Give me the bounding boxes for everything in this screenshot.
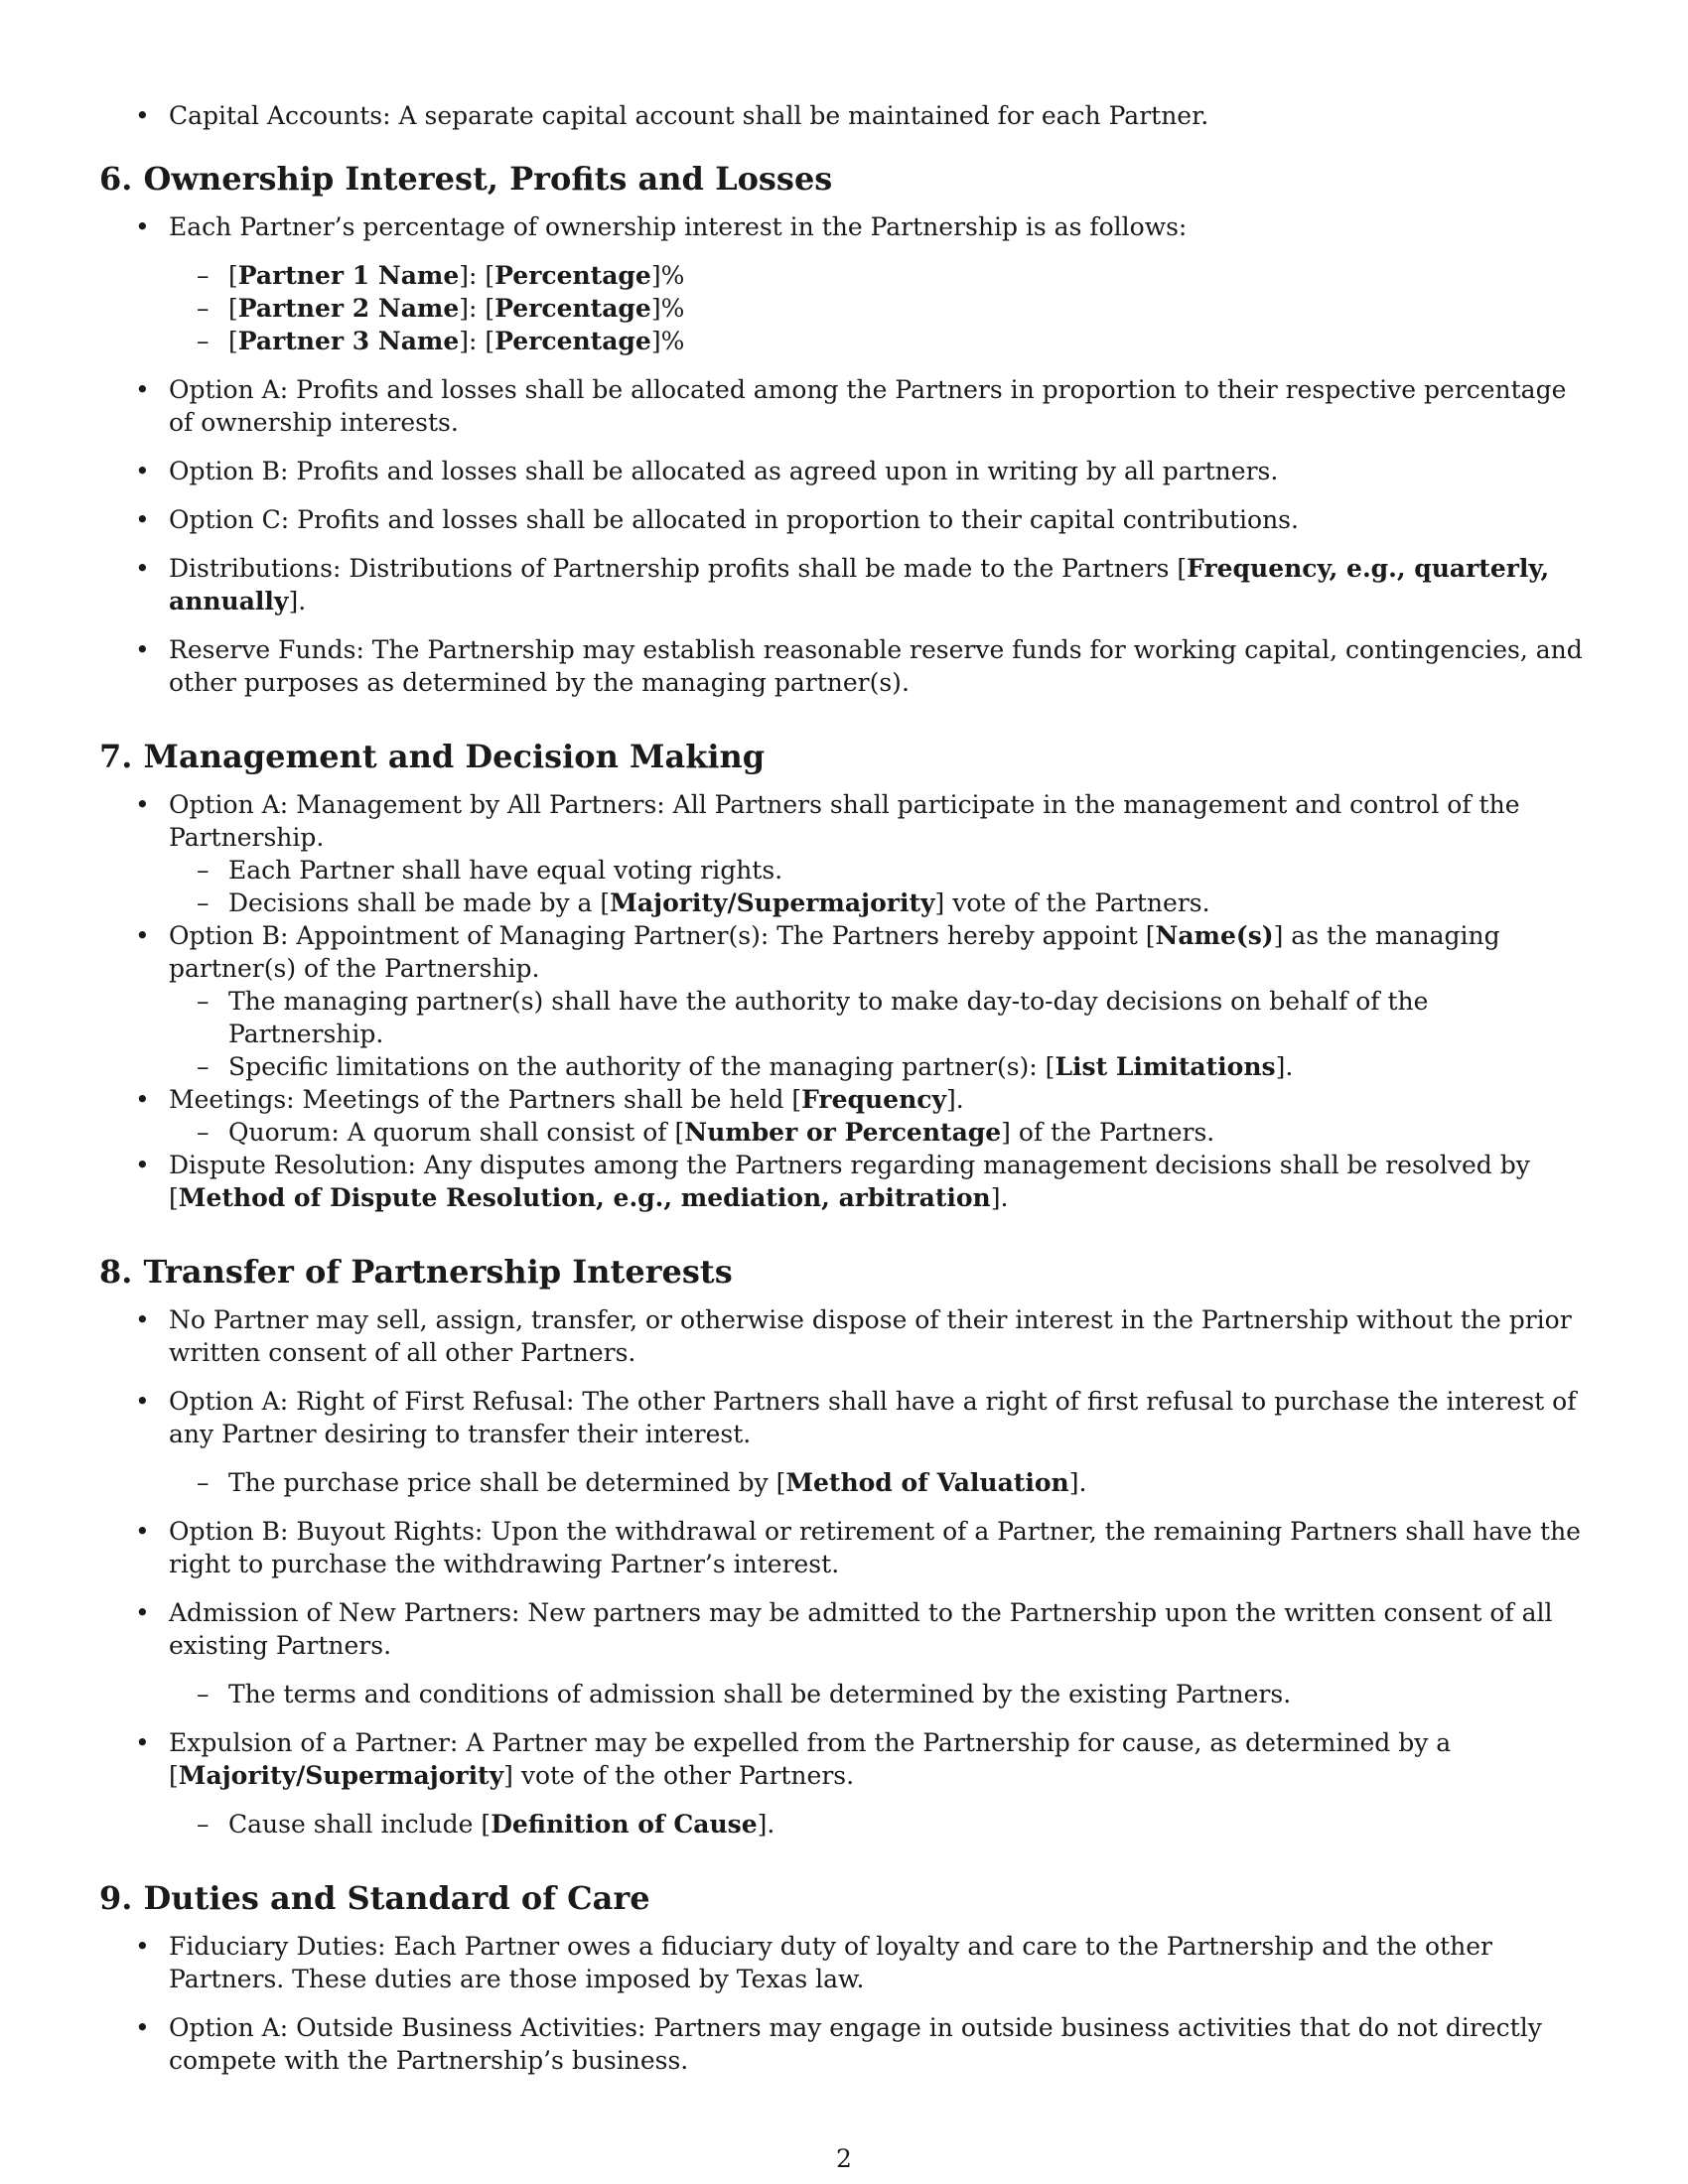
bullet-icon: • bbox=[135, 375, 150, 404]
list-item bbox=[99, 1083, 1589, 1149]
dispute-method: Method of Dispute Resolution, e.g., mediation, arbitration bbox=[178, 1183, 991, 1212]
bullet-icon: • bbox=[135, 101, 150, 130]
dash-icon: – bbox=[197, 987, 210, 1016]
cause-post: ]. bbox=[757, 1810, 775, 1839]
section-8-title: 8. Transfer of Partnership Interests bbox=[99, 1253, 733, 1291]
s7-option-a: Option A: Management by All Partners: All Partners shall participate in the management and control of the Partnership. bbox=[169, 790, 1520, 852]
valuation-post: ]. bbox=[1068, 1468, 1087, 1497]
bullet-icon: • bbox=[135, 790, 150, 819]
bullet-icon: • bbox=[135, 212, 150, 241]
bullet-icon: • bbox=[135, 554, 150, 583]
list-item bbox=[99, 633, 1589, 699]
list-item bbox=[99, 1303, 1589, 1369]
distributions-frequency: Frequency, e.g., quarterly, annually bbox=[169, 554, 1550, 615]
partner-2-name: Partner 2 Name bbox=[237, 294, 460, 323]
reserve-funds: Reserve Funds: The Partnership may establish reasonable reserve funds for working capital, contingencies, and other purposes as determined by the managing partner(s). bbox=[169, 635, 1583, 697]
decisions-majority: Majority/Supermajority bbox=[610, 888, 935, 917]
partner-2-row: – [Partner 2 Name]: [Percentage]% bbox=[197, 294, 685, 323]
section-9-title: 9. Duties and Standard of Care bbox=[99, 1879, 650, 1917]
bullet-icon: • bbox=[135, 1387, 150, 1416]
partner-1-row: – [Partner 1 Name]: [Percentage]% bbox=[197, 261, 685, 290]
partner-1-name: Partner 1 Name bbox=[237, 261, 460, 290]
s7-option-b-post: ] as the managing partner(s) of the Partnership. bbox=[169, 921, 1500, 983]
list-item bbox=[169, 1050, 1589, 1083]
bullet-icon: • bbox=[135, 1151, 150, 1179]
partner-3-name: Partner 3 Name bbox=[237, 327, 460, 355]
expulsion-majority: Majority/Supermajority bbox=[178, 1761, 504, 1790]
no-transfer: No Partner may sell, assign, transfer, or otherwise dispose of their interest in the Partnership without the prior written consent of all other Partners. bbox=[169, 1305, 1572, 1367]
meetings-pre: Meetings: Meetings of the Partners shall be held [ bbox=[169, 1085, 802, 1114]
limitations-post: ]. bbox=[1275, 1052, 1294, 1081]
partner-1-pct: Percentage bbox=[494, 261, 651, 290]
list-item bbox=[99, 503, 1589, 536]
section-6 bbox=[99, 159, 1589, 699]
distributions-pre: Distributions: Distributions of Partnership profits shall be made to the Partners [ bbox=[169, 554, 1188, 583]
dispute-post: ]. bbox=[990, 1183, 1009, 1212]
bullet-icon: • bbox=[135, 1598, 150, 1627]
s7-option-b-pre: Option B: Appointment of Managing Partner(s): The Partners hereby appoint [ bbox=[169, 921, 1156, 950]
bullet-icon: • bbox=[135, 457, 150, 485]
s8-option-a: Option A: Right of First Refusal: The other Partners shall have a right of first refusal to purchase the interest of any Partner desiring to transfer their interest. bbox=[169, 1387, 1577, 1448]
dash-icon: – bbox=[197, 888, 210, 917]
s6-option-b: Option B: Profits and losses shall be allocated as agreed upon in writing by all partners. bbox=[169, 457, 1279, 485]
list-item bbox=[99, 1596, 1589, 1710]
bullet-icon: • bbox=[135, 2013, 150, 2042]
list-item bbox=[99, 1385, 1589, 1499]
decisions-pre: Decisions shall be made by a [ bbox=[228, 888, 611, 917]
expulsion-pre: Expulsion of a Partner: A Partner may be expelled from the Partnership for cause, as determined by a [ bbox=[169, 1728, 1452, 1790]
partner-2-pct: Percentage bbox=[494, 294, 651, 323]
capital-accounts-item bbox=[99, 99, 1589, 132]
list-item bbox=[99, 455, 1589, 487]
dash-icon: – bbox=[197, 1468, 210, 1497]
dash-icon: – bbox=[197, 327, 210, 355]
admission: Admission of New Partners: New partners may be admitted to the Partnership upon the written consent of all existing Partners. bbox=[169, 1598, 1553, 1660]
section-8 bbox=[99, 1252, 1589, 1841]
dispute-pre: Dispute Resolution: Any disputes among the Partners regarding management decisions shall be resolved by [ bbox=[169, 1151, 1530, 1212]
bullet-icon: • bbox=[135, 921, 150, 950]
page-number: 2 bbox=[836, 2144, 852, 2173]
s9-option-a: Option A: Outside Business Activities: Partners may engage in outside business activities that do not directly compete with the Partnership’s business. bbox=[169, 2013, 1542, 2075]
list-item bbox=[99, 1149, 1589, 1214]
bullet-icon: • bbox=[135, 1085, 150, 1114]
capital-accounts-label: Capital Accounts: bbox=[169, 101, 391, 130]
bullet-icon: • bbox=[135, 505, 150, 534]
s8-option-b: Option B: Buyout Rights: Upon the withdrawal or retirement of a Partner, the remaining Partners shall have the right to purchase the withdrawing Partner’s interest. bbox=[169, 1517, 1581, 1578]
capital-accounts-text: A separate capital account shall be maintained for each Partner. bbox=[390, 101, 1209, 130]
dash-icon: – bbox=[197, 261, 210, 290]
meetings-post: ]. bbox=[946, 1085, 964, 1114]
list-item bbox=[99, 788, 1589, 919]
limitations-pre: Specific limitations on the authority of the managing partner(s): [ bbox=[228, 1052, 1055, 1081]
list-item bbox=[99, 373, 1589, 439]
list-item bbox=[169, 854, 1589, 887]
s6-option-a: Option A: Profits and losses shall be allocated among the Partners in proportion to their respective percentage of ownership interests. bbox=[169, 375, 1567, 437]
bullet-icon: • bbox=[135, 1932, 150, 1961]
partner-3-row: – [Partner 3 Name]: [Percentage]% bbox=[197, 327, 685, 355]
dash-icon: – bbox=[197, 856, 210, 885]
list-item bbox=[99, 919, 1589, 1083]
quorum-pre: Quorum: A quorum shall consist of [ bbox=[228, 1118, 685, 1147]
bullet-icon: • bbox=[135, 635, 150, 664]
list-item bbox=[169, 1678, 1589, 1710]
list-item bbox=[169, 1116, 1589, 1149]
list-item bbox=[99, 1515, 1589, 1580]
valuation-method: Method of Valuation bbox=[785, 1468, 1069, 1497]
list-item bbox=[169, 985, 1589, 1050]
dash-icon: – bbox=[197, 1680, 210, 1708]
dash-icon: – bbox=[197, 294, 210, 323]
list-item bbox=[99, 552, 1589, 617]
cause-pre: Cause shall include [ bbox=[228, 1810, 492, 1839]
managing-authority: The managing partner(s) shall have the authority to make day-to-day decisions on behalf of the Partnership. bbox=[228, 987, 1429, 1048]
limitations-list: List Limitations bbox=[1055, 1052, 1276, 1081]
managing-partner-names: Name(s) bbox=[1155, 921, 1274, 950]
quorum-post: ] of the Partners. bbox=[1001, 1118, 1215, 1147]
bullet-icon: • bbox=[135, 1517, 150, 1546]
bullet-icon: • bbox=[135, 1305, 150, 1334]
admission-terms: The terms and conditions of admission shall be determined by the existing Partners. bbox=[228, 1680, 1292, 1708]
distributions-post: ]. bbox=[288, 587, 307, 615]
list-item bbox=[99, 2011, 1589, 2077]
decisions-post: ] vote of the Partners. bbox=[934, 888, 1210, 917]
section-9 bbox=[99, 1878, 1589, 2077]
cause-definition: Definition of Cause bbox=[491, 1810, 758, 1839]
section-6-title: 6. Ownership Interest, Profits and Losses bbox=[99, 160, 833, 198]
partner-3-pct: Percentage bbox=[494, 327, 651, 355]
bullet-icon: • bbox=[135, 1728, 150, 1757]
dash-icon: – bbox=[197, 1118, 210, 1147]
list-item bbox=[169, 887, 1589, 919]
quorum-number: Number or Percentage bbox=[684, 1118, 1002, 1147]
valuation-pre: The purchase price shall be determined by [ bbox=[228, 1468, 786, 1497]
fiduciary-duties: Fiduciary Duties: Each Partner owes a fiduciary duty of loyalty and care to the Partnership and the other Partners. These duties are those imposed by Texas law. bbox=[169, 1932, 1492, 1993]
list-item bbox=[169, 1466, 1589, 1499]
dash-icon: – bbox=[197, 1810, 210, 1839]
list-item bbox=[99, 1930, 1589, 1995]
section-7 bbox=[99, 737, 1589, 1214]
list-item bbox=[169, 1808, 1589, 1841]
expulsion-post: ] vote of the other Partners. bbox=[503, 1761, 855, 1790]
equal-voting: Each Partner shall have equal voting rights. bbox=[228, 856, 783, 885]
section-7-title: 7. Management and Decision Making bbox=[99, 738, 766, 775]
ownership-intro: Each Partner’s percentage of ownership interest in the Partnership is as follows: bbox=[169, 212, 1188, 241]
dash-icon: – bbox=[197, 1052, 210, 1081]
list-item bbox=[99, 210, 1589, 357]
list-item bbox=[99, 1726, 1589, 1841]
document-body bbox=[99, 159, 1589, 2077]
s6-option-c: Option C: Profits and losses shall be allocated in proportion to their capital contributions. bbox=[169, 505, 1299, 534]
meetings-frequency: Frequency bbox=[801, 1085, 946, 1114]
